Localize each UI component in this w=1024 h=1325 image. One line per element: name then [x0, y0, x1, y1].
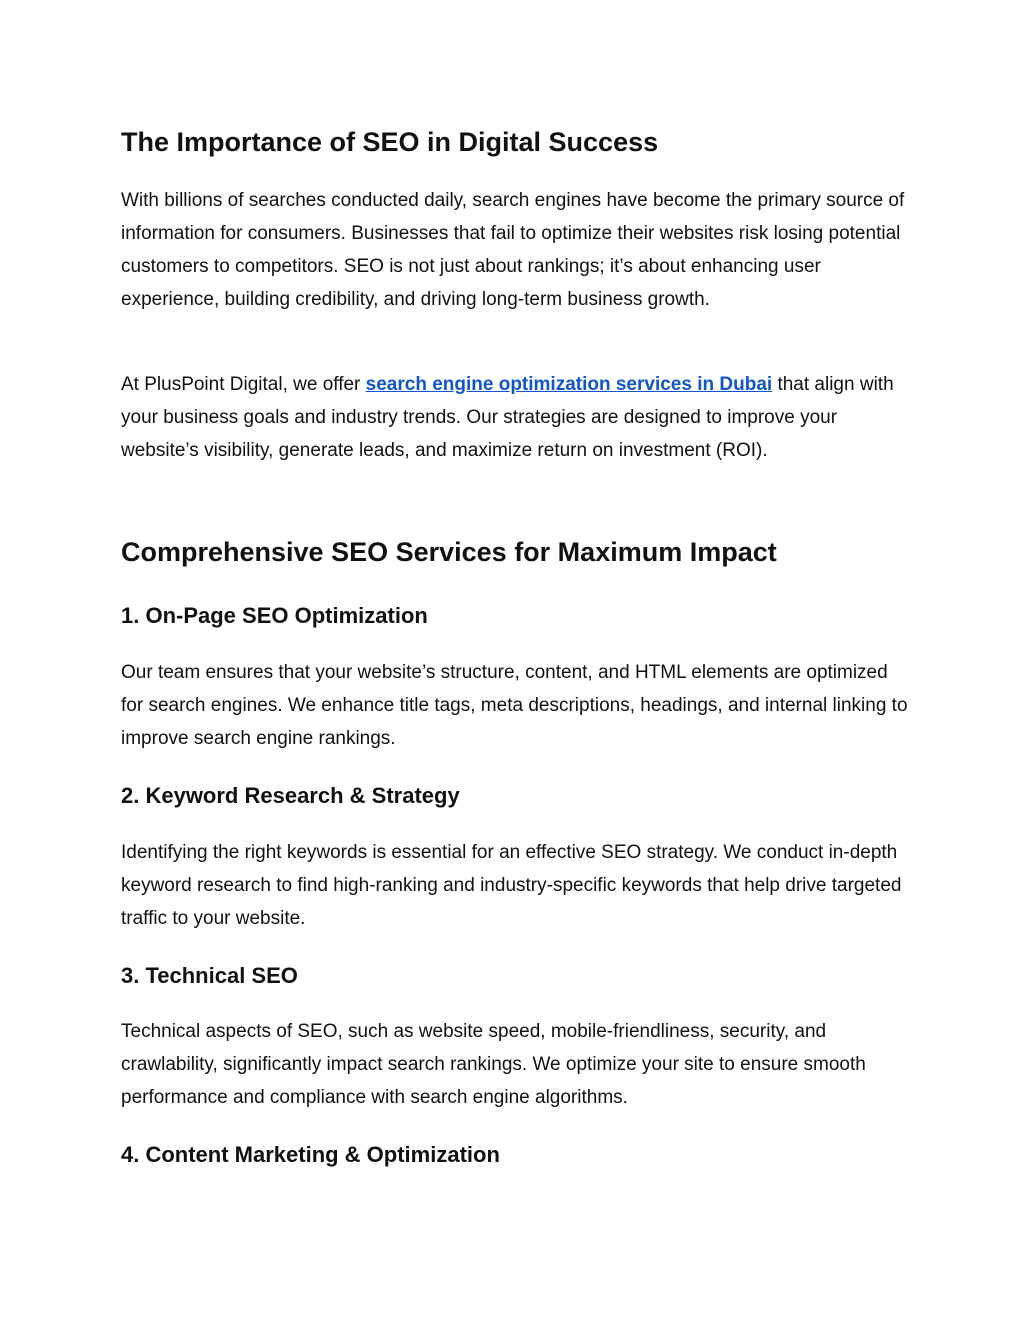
paragraph-technical-seo: Technical aspects of SEO, such as website speed, mobile-friendliness, security, and crawlability, significantly impact search rankings. We optimize your site to ensure smooth performance and compliance with search engine algorithms.: [121, 1021, 866, 1108]
paragraph-pluspoint-tail: that align with your business goals and industry trends. Our strategies are designed to improve your website’s visibility, generate leads, and maximize return on investment (ROI).: [121, 374, 894, 461]
seo-services-dubai-link[interactable]: search engine optimization services in Dubai: [365, 374, 773, 395]
paragraph-pluspoint-lead: At PlusPoint Digital, we offer: [121, 374, 366, 395]
subheading-keyword-research: 2. Keyword Research & Strategy: [121, 783, 460, 808]
subheading-technical-seo: 3. Technical SEO: [121, 963, 298, 988]
paragraph-pluspoint: [121, 368, 911, 467]
paragraph-on-page-seo: Our team ensures that your website’s structure, content, and HTML elements are optimized for search engines. We enhance title tags, meta descriptions, headings, and internal linking to improve search engine rankings.: [121, 662, 908, 749]
paragraph-intro: With billions of searches conducted daily, search engines have become the primary source of information for consumers. Businesses that fail to optimize their websites risk losing potential customers to competitors. SEO is not just about rankings; it’s about enhancing user experience, building credibility, and driving long-term business growth.: [121, 190, 905, 310]
subheading-content-marketing: 4. Content Marketing & Optimization: [121, 1142, 500, 1167]
subheading-on-page-seo: 1. On-Page SEO Optimization: [121, 603, 428, 628]
paragraph-keyword-research: Identifying the right keywords is essential for an effective SEO strategy. We conduct in-depth keyword research to find high-ranking and industry-specific keywords that help drive targeted traffic to your website.: [121, 842, 902, 929]
heading-importance-of-seo: The Importance of SEO in Digital Success: [121, 127, 659, 157]
heading-comprehensive-seo-services: Comprehensive SEO Services for Maximum Impact: [121, 537, 777, 567]
